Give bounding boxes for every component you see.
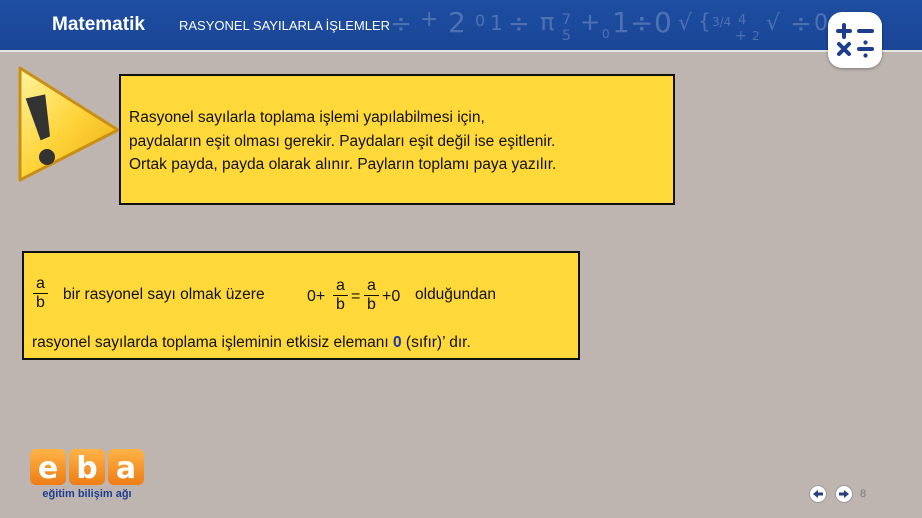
eba-logo	[28, 447, 148, 501]
next-slide-button[interactable]	[835, 485, 853, 503]
math-operations-icon	[828, 12, 882, 68]
note-line: Rasyonel sayılarla toplama işlemi yapılabilmesi için,	[129, 109, 485, 126]
svg-text:7: 7	[562, 12, 571, 28]
equation-fraction-2	[364, 277, 379, 314]
fraction-numerator: a	[364, 277, 379, 296]
svg-text:3/4: 3/4	[712, 15, 732, 29]
equation-plus-zero: +0	[382, 288, 401, 305]
svg-text:0: 0	[814, 11, 828, 36]
svg-text:√: √	[766, 11, 781, 36]
svg-text:b: b	[76, 451, 98, 486]
svg-text:4: 4	[738, 13, 747, 28]
note-line: Ortak payda, payda olarak alınır. Payların toplamı paya yazılır.	[129, 156, 557, 173]
fraction-numerator: a	[33, 275, 48, 294]
subject-title: Matematik	[52, 14, 145, 35]
svg-text:1: 1	[612, 6, 630, 39]
math-symbols-decoration	[390, 2, 840, 48]
svg-text:{: {	[698, 9, 711, 33]
svg-text:2: 2	[448, 6, 466, 39]
svg-text:a: a	[115, 451, 137, 486]
svg-text:2: 2	[752, 29, 760, 43]
equation-fraction-1	[333, 277, 348, 314]
identity-element-zero: 0	[392, 334, 402, 351]
svg-text:0: 0	[475, 11, 486, 30]
svg-text:÷: ÷	[790, 9, 812, 39]
svg-text:÷: ÷	[508, 9, 530, 39]
svg-text:+: +	[420, 7, 439, 32]
fraction-a-over-b	[33, 275, 48, 312]
previous-slide-button[interactable]	[809, 485, 827, 503]
svg-text:÷: ÷	[390, 9, 412, 39]
conclusion-part-1: rasyonel sayılarda toplama işleminin etkisiz elemanı	[32, 334, 389, 351]
svg-text:+: +	[735, 28, 747, 44]
svg-text:÷: ÷	[630, 6, 654, 39]
svg-text:0: 0	[602, 27, 610, 41]
previous-slide-icon	[809, 485, 827, 503]
conclusion-text	[32, 334, 471, 352]
warning-icon	[12, 62, 124, 186]
note-line: paydaların eşit olması gerekir. Paydaları eşit değil ise eşitlenir.	[129, 132, 556, 150]
since-text: olduğundan	[415, 286, 497, 303]
equation-equals: =	[351, 288, 361, 305]
fraction-numerator: a	[333, 277, 348, 296]
condition-text: bir rasyonel sayı olmak üzere	[63, 286, 265, 303]
page-title: RASYONEL SAYILARLA İŞLEMLER	[179, 18, 390, 33]
addition-rule-note	[119, 74, 675, 205]
svg-text:0: 0	[654, 6, 672, 39]
svg-text:+: +	[580, 8, 601, 36]
identity-element-note	[22, 251, 580, 360]
fraction-denominator: b	[367, 296, 376, 313]
svg-text:1: 1	[490, 11, 503, 35]
svg-text:5: 5	[562, 28, 571, 44]
header-bar	[0, 0, 922, 52]
fraction-denominator: b	[36, 294, 45, 311]
fraction-denominator: b	[336, 296, 345, 313]
svg-text:√: √	[678, 11, 693, 36]
svg-text:e: e	[37, 451, 59, 486]
eba-tagline: eğitim bilişim ağı	[42, 488, 132, 500]
equation-zero-plus: 0+	[307, 288, 326, 305]
page-number: 8	[860, 488, 867, 500]
next-slide-icon	[835, 485, 853, 503]
svg-text:π: π	[540, 8, 555, 36]
conclusion-part-2: (sıfır)’ dır.	[405, 334, 471, 351]
